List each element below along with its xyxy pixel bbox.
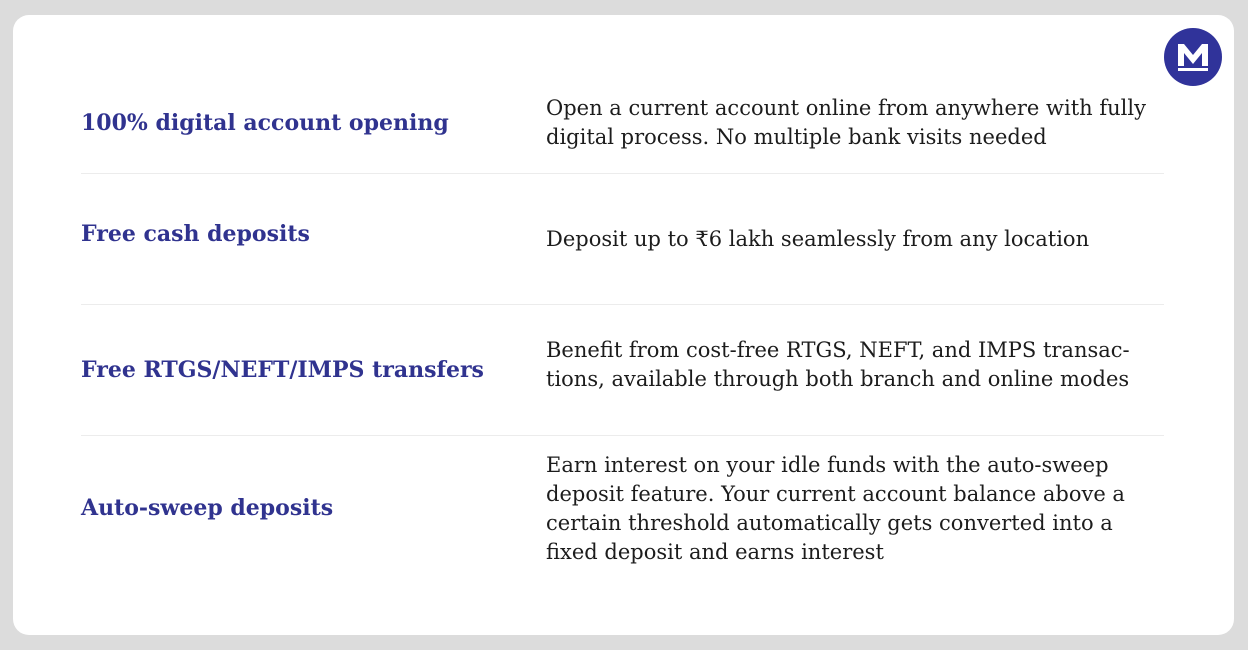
m-logo-icon[interactable] xyxy=(1164,28,1222,86)
feature-description: Benefit from cost-free RTGS, NEFT, and IMPS transac-tions, available through both branch and online modes xyxy=(546,338,1130,391)
feature-row-free-cash-deposits xyxy=(81,174,1164,305)
feature-row-auto-sweep-deposits xyxy=(81,436,1164,581)
feature-title: Auto-sweep deposits xyxy=(81,495,334,521)
features-card xyxy=(13,15,1234,635)
feature-title: Free cash deposits xyxy=(81,220,310,247)
feature-list xyxy=(81,73,1164,581)
feature-description: Open a current account online from anywhere with fully digital process. No multiple bank visits needed xyxy=(546,96,1146,149)
feature-row-free-transfers xyxy=(81,305,1164,436)
feature-description: Deposit up to ₹6 lakh seamlessly from any location xyxy=(546,226,1090,251)
feature-row-digital-account-opening xyxy=(81,73,1164,174)
feature-description: Earn interest on your idle funds with the auto-sweep deposit feature. Your current account balance above a certain threshold automatically gets converted into a fixed deposit and earns interest xyxy=(546,452,1125,564)
m-logo-glyph xyxy=(1176,40,1210,74)
feature-title: Free RTGS/NEFT/IMPS transfers xyxy=(81,356,484,383)
feature-title: 100% digital account opening xyxy=(81,109,449,136)
